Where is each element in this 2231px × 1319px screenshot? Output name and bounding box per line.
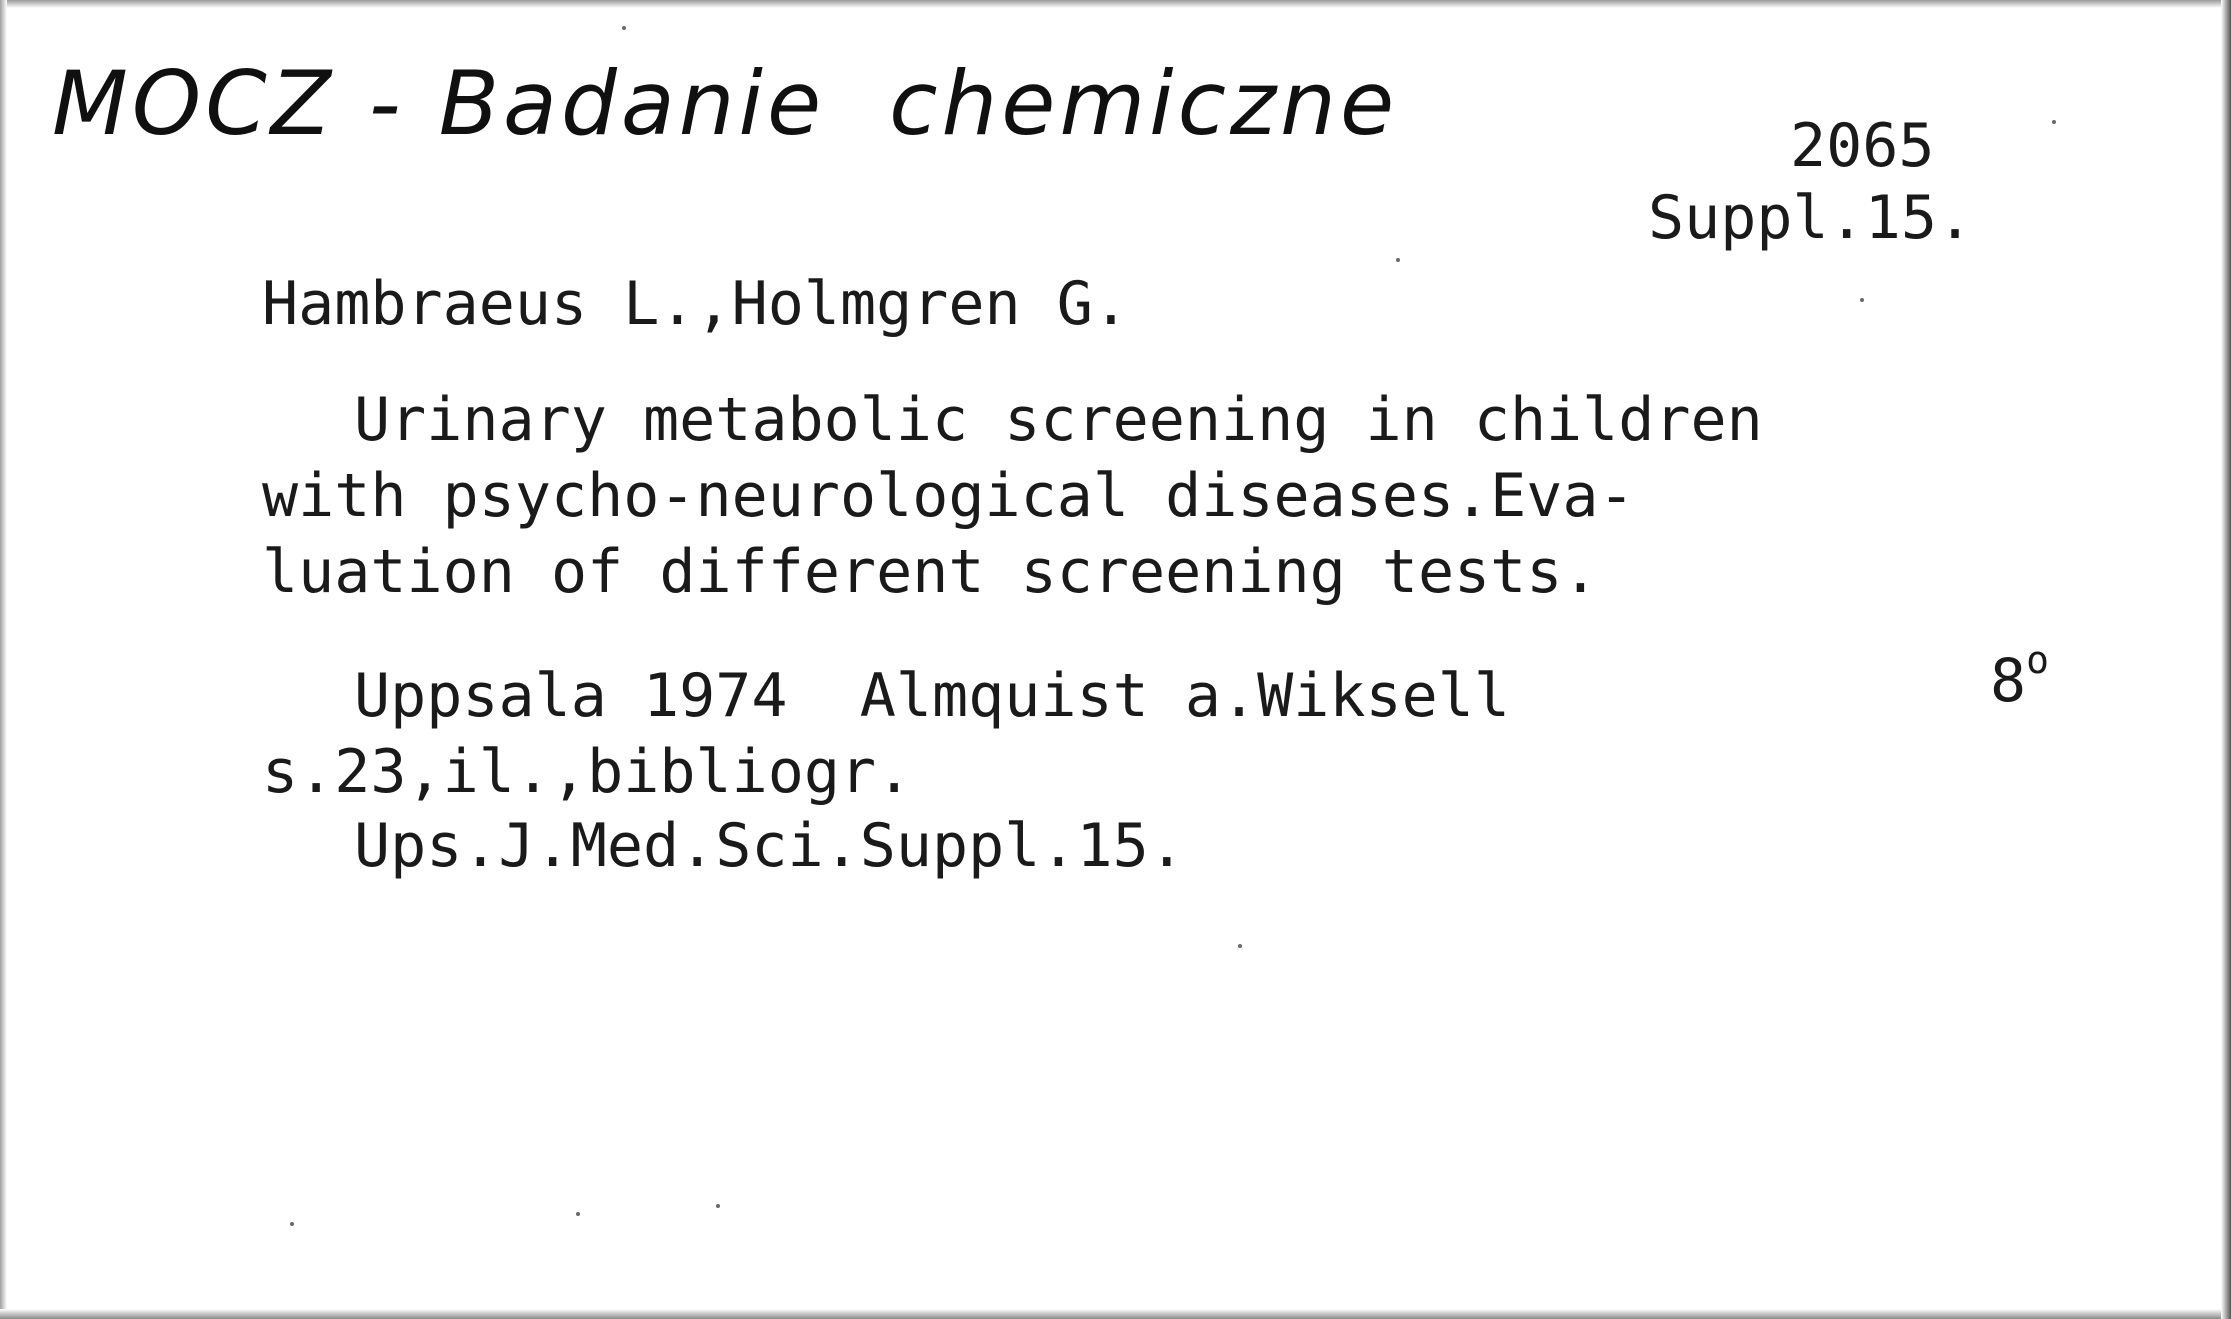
title-line: Urinary metabolic screening in children [354, 385, 1763, 455]
paper-speck [1238, 944, 1242, 948]
card-edge-top [0, 0, 2231, 8]
collation-line: s.23,il.,bibliogr. [262, 737, 913, 807]
format-size [1990, 638, 2049, 716]
heading-separator: - [368, 52, 405, 155]
subject-term: MOCZ [52, 52, 335, 155]
paper-speck [576, 1212, 580, 1216]
subdivision-word-1: Badanie [438, 52, 826, 155]
format-number: 8 [1990, 646, 2027, 716]
subdivision-word-2: chemiczne [889, 52, 1399, 155]
title-line: luation of different screening tests. [262, 537, 1599, 607]
shelfmark-supplement: Suppl.15. [1648, 183, 1974, 253]
card-edge-left [0, 0, 7, 1319]
paper-speck [622, 26, 626, 30]
paper-speck [716, 1204, 720, 1208]
shelfmark-number: 2065 [1790, 111, 1935, 181]
authors-line: Hambraeus L.,Holmgren G. [262, 269, 1129, 339]
imprint-line: Uppsala 1974 Almquist a.Wiksell [354, 661, 1510, 731]
title-line: with psycho-neurological diseases.Eva- [262, 461, 1635, 531]
card-edge-bottom [0, 1309, 2231, 1319]
paper-speck [1396, 258, 1400, 262]
paper-speck [1860, 298, 1864, 302]
paper-speck [2052, 120, 2056, 124]
series-line: Ups.J.Med.Sci.Suppl.15. [354, 811, 1185, 881]
paper-speck [290, 1222, 294, 1226]
format-degree-mark: o [2026, 638, 2050, 682]
card-edge-right [2221, 0, 2231, 1319]
subject-heading [52, 52, 1398, 155]
